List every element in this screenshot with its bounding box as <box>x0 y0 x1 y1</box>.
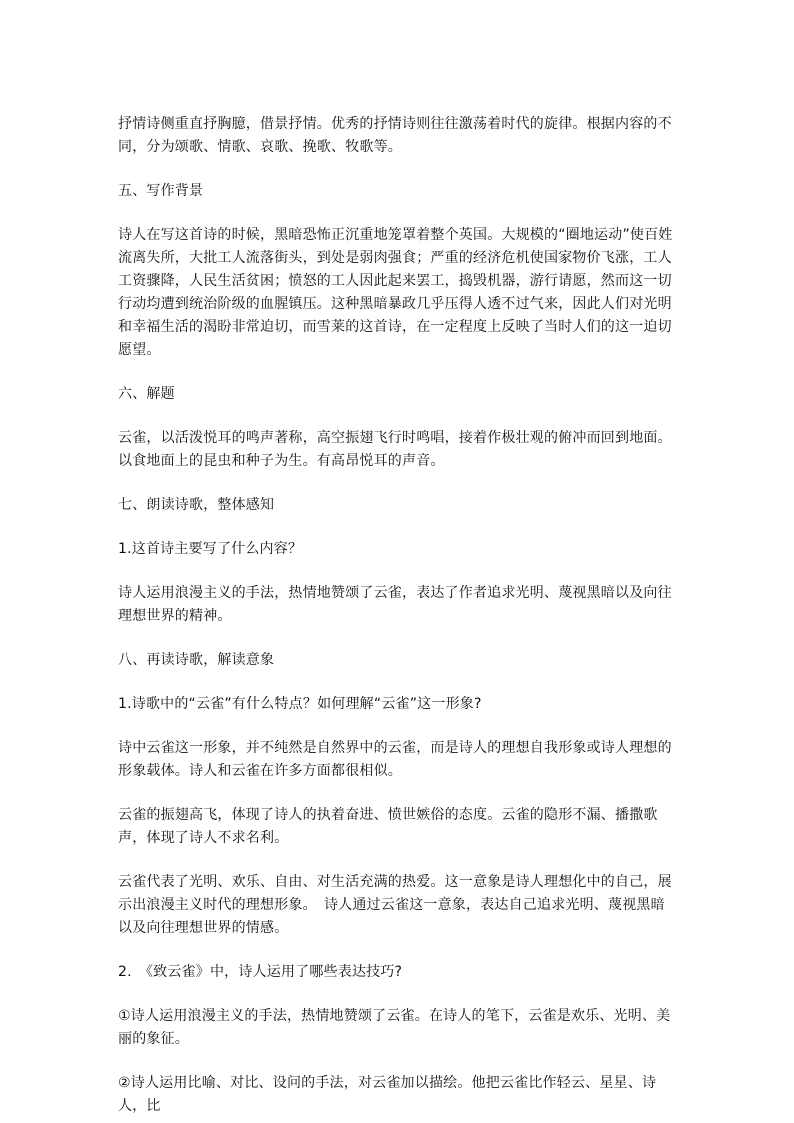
answer-skylark-flight: 云雀的振翅高飞，体现了诗人的执着奋进、愤世嫉俗的态度。云雀的隐形不漏、播撒歌声，体现了诗人不求名利。 <box>118 807 658 846</box>
answer-skylark-image: 诗中云雀这一形象，并不纯然是自然界中的云雀，而是诗人的理想自我形象或诗人理想的形象载体。诗人和云雀在许多方面都很相似。 <box>118 740 672 779</box>
answer-technique-2: ②诗人运用比喻、对比、设问的手法，对云雀加以描绘。他把云雀比作轻云、星星、诗人，比 <box>118 1075 657 1114</box>
paragraph-lyric-poetry: 抒情诗侧重直抒胸臆，借景抒情。优秀的抒情诗则往往激荡着时代的旋律。根据内容的不同，分为颂歌、情歌、哀歌、挽歌、牧歌等。 <box>118 116 672 155</box>
heading-writing-background: 五、写作背景 <box>118 183 204 199</box>
document-body <box>118 113 678 1118</box>
heading-first-reading: 七、朗读诗歌，整体感知 <box>118 497 275 513</box>
heading-title-explanation: 六、解题 <box>118 386 175 402</box>
answer-skylark-symbol: 云雀代表了光明、欢乐、自由、对生活充满的热爱。这一意象是诗人理想化中的自己，展示出浪漫主义时代的理想形象。 诗人通过云雀这一意象，表达自己追求光明、蔑视黑暗以及向往理想世界的情感。 <box>118 874 672 936</box>
paragraph-writing-background: 诗人在写这首诗的时候，黑暗恐怖正沉重地笼罩着整个英国。大规模的“圈地运动”使百姓流离失所，大批工人流落街头，到处是弱肉强食；严重的经济危机使国家物价飞涨，工人工资骤降，人民生活贫困；愤怒的工人因此起来罢工，捣毁机器，游行请愿，然而这一切行动均遭到统治阶级的血腥镇压。这种黑暗暴政几乎压得人透不过气来，因此人们对光明和幸福生活的渴盼非常迫切，而雪莱的这首诗，在一定程度上反映了当时人们的这一迫切愿望。 <box>118 227 673 358</box>
paragraph-skylark-description: 云雀，以活泼悦耳的鸣声著称，高空振翅飞行时鸣唱，接着作极壮观的俯冲而回到地面。以食地面上的昆虫和种子为生。有高昂悦耳的声音。 <box>118 430 672 469</box>
question-skylark-image: 1.诗歌中的“云雀”有什么特点？如何理解“云雀”这一形象? <box>118 696 482 712</box>
answer-main-content: 诗人运用浪漫主义的手法，热情地赞颂了云雀，表达了作者追求光明、蔑视黑暗以及向往理想世界的精神。 <box>118 585 672 624</box>
answer-technique-1: ①诗人运用浪漫主义的手法，热情地赞颂了云雀。在诗人的笔下，云雀是欢乐、光明、美丽的象征。 <box>118 1008 671 1047</box>
question-techniques: 2. 《致云雀》中，诗人运用了哪些表达技巧? <box>118 964 403 980</box>
question-main-content: 1.这首诗主要写了什么内容？ <box>118 541 303 557</box>
heading-second-reading: 八、再读诗歌，解读意象 <box>118 652 275 668</box>
